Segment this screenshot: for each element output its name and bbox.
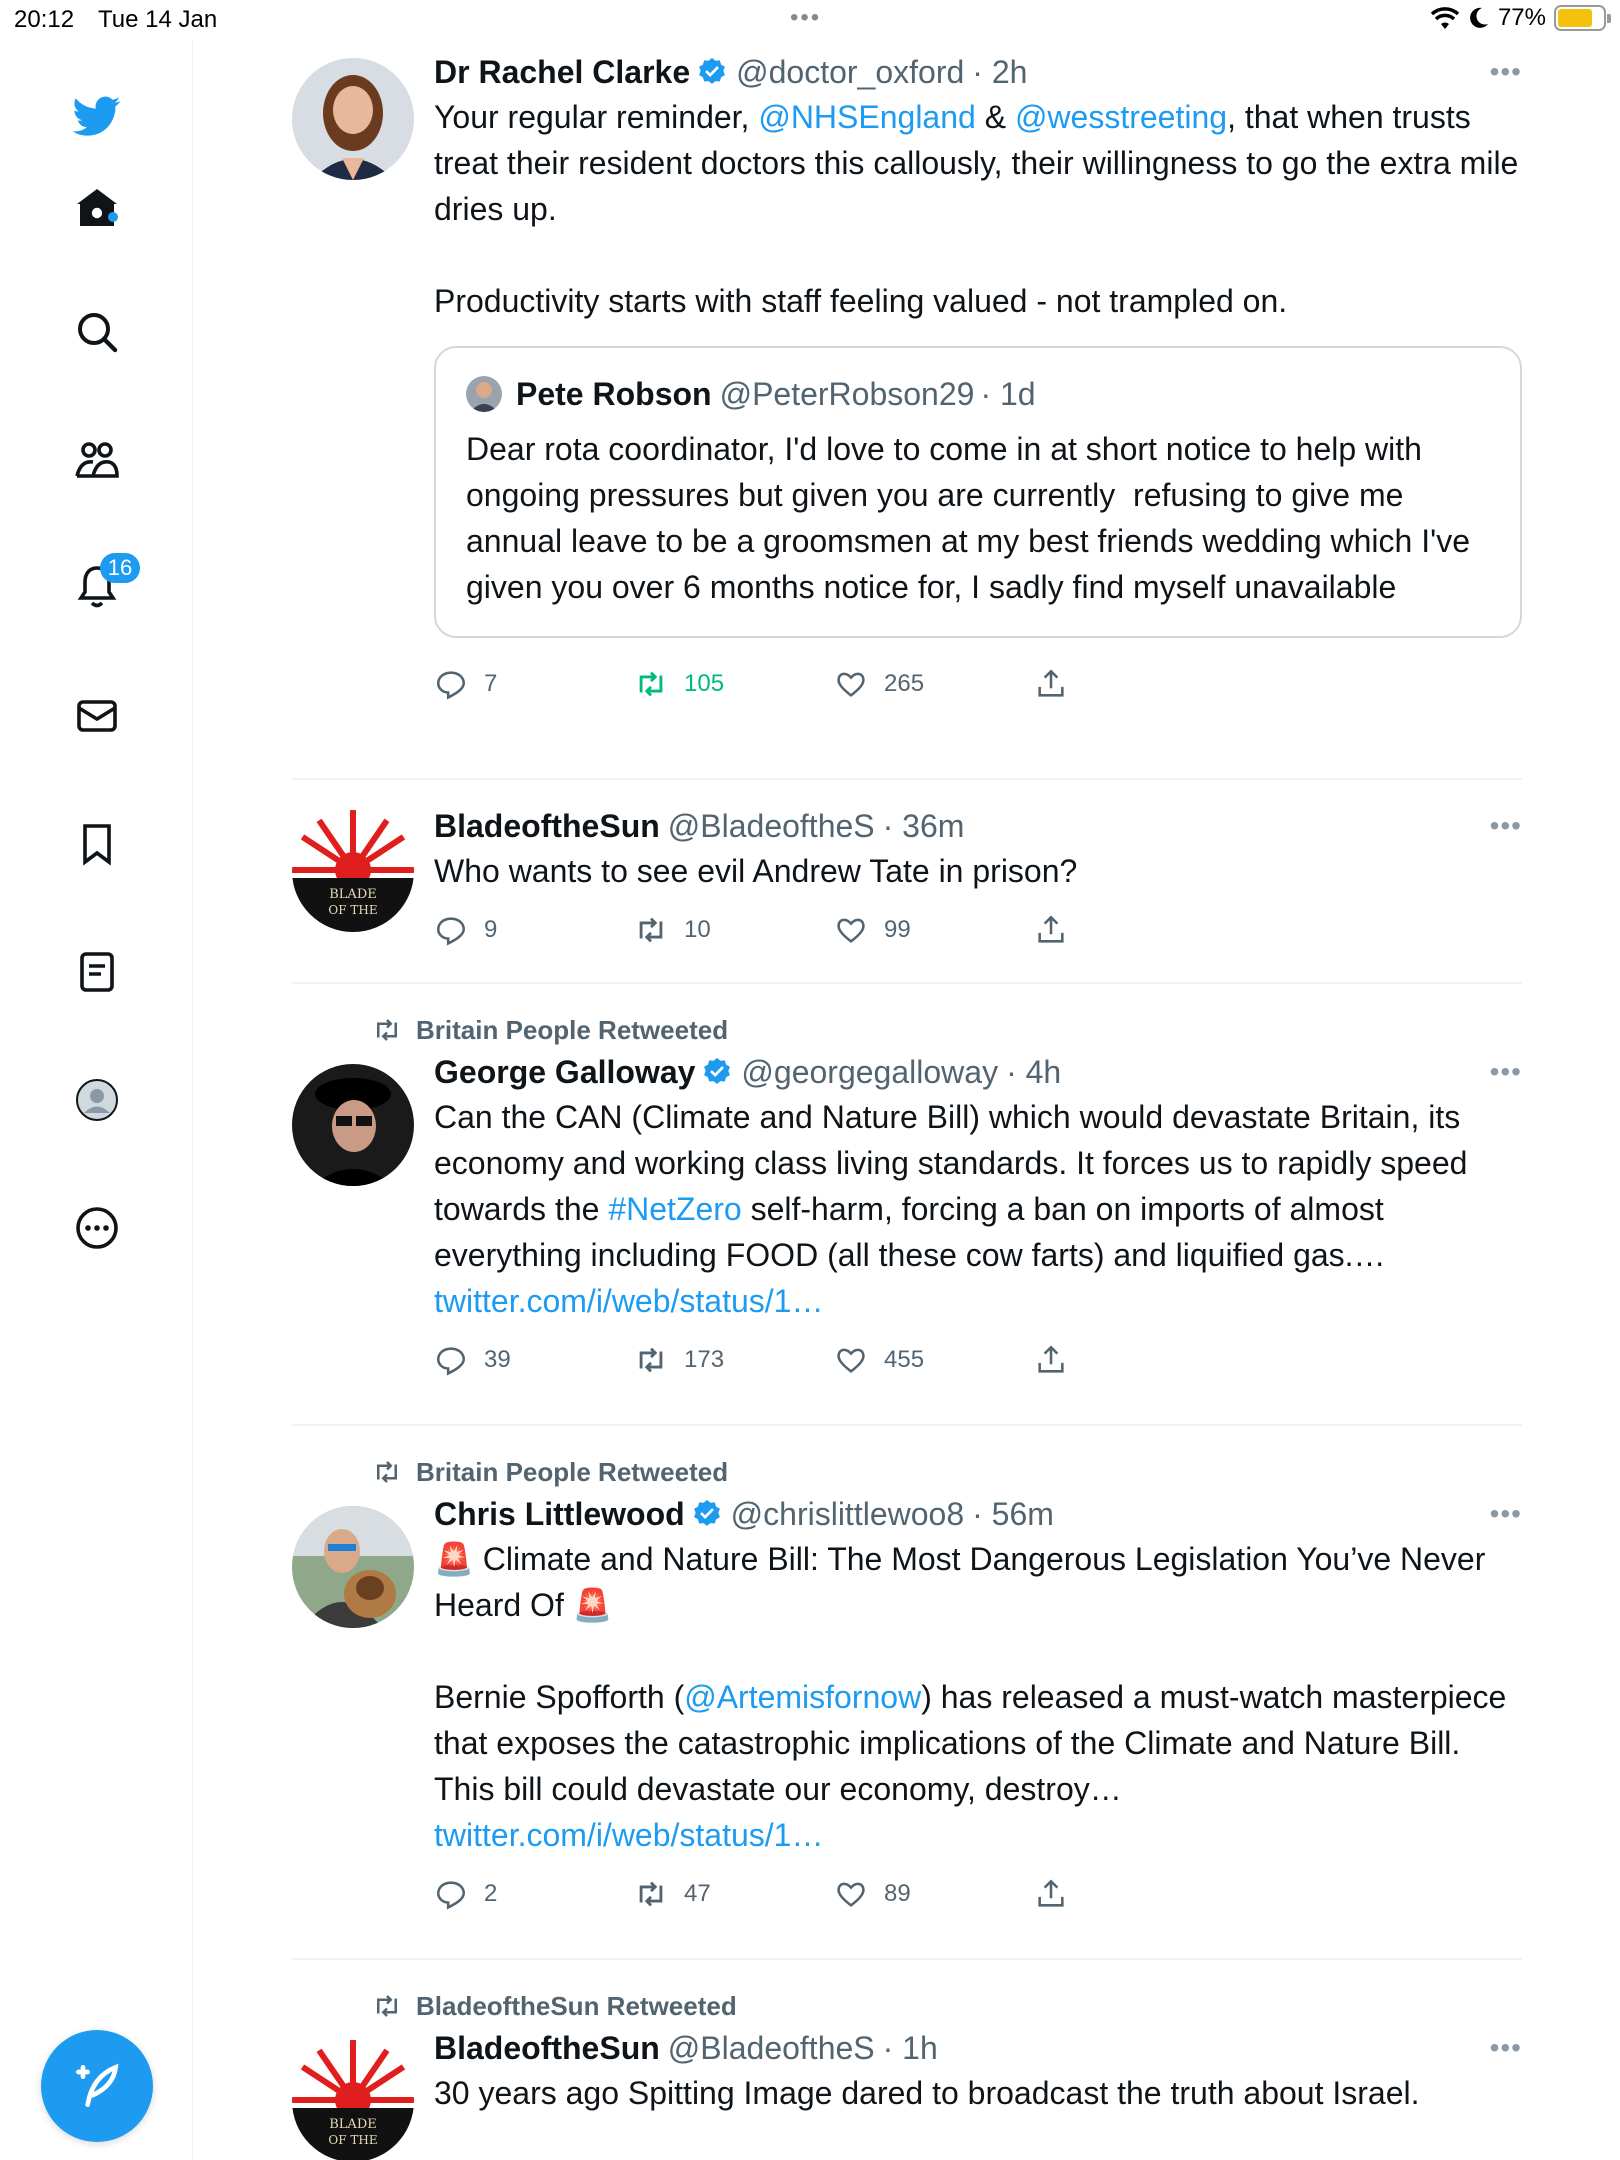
search-icon[interactable]: [65, 300, 129, 364]
compose-feather-icon: [69, 2058, 125, 2114]
battery-percent: 77%: [1497, 4, 1546, 31]
tweet-actions: [434, 652, 1522, 716]
reply-count: 39: [484, 1346, 511, 1373]
tweet-text-part: Your regular reminder,: [434, 99, 759, 135]
retweet-icon: [634, 1343, 668, 1377]
avatar-text: BLADE: [329, 887, 377, 902]
retweet-count: 105: [684, 670, 725, 697]
tweet-more-icon[interactable]: •••: [1489, 2032, 1522, 2063]
tweet-text: [434, 1094, 1522, 1324]
more-options-icon[interactable]: [65, 1196, 129, 1260]
messages-envelope-icon[interactable]: [65, 684, 129, 748]
quoted-tweet[interactable]: [434, 346, 1522, 638]
tweet-text: [434, 94, 1522, 324]
tweet-author-name[interactable]: George Galloway: [434, 1054, 696, 1090]
like-button[interactable]: [834, 667, 1034, 701]
heart-icon: [834, 913, 868, 947]
tweet-text-part: Can the CAN (Climate and Nature Bill) which would devastate Britain, its economy and working class living standards. It forces us to rapidly speed towards the: [434, 1099, 1477, 1227]
quoted-text: Dear rota coordinator, I'd love to come in at short notice to help with ongoing pressures but given you are currently refusing to give me annual leave to be a groomsmen at my best friends wedding which I've given you over 6 months notice for, I sadly find myself unavailable: [466, 431, 1479, 605]
tweet-author-handle[interactable]: @georgegalloway: [741, 1054, 999, 1090]
tweet-text-part: self-harm, forcing a ban on imports of almost everything including FOOD (all these cow farts) and liquified gas.…: [434, 1191, 1395, 1273]
sidebar: [0, 40, 193, 2160]
reply-button[interactable]: [434, 1343, 634, 1377]
tweet-actions: [434, 1862, 1522, 1926]
retweeted-by-text: Britain People Retweeted: [416, 1014, 729, 1045]
reply-button[interactable]: [434, 667, 634, 701]
like-button[interactable]: [834, 1343, 1034, 1377]
mention-link[interactable]: @Artemisfornow: [684, 1679, 922, 1715]
retweet-icon: [634, 1877, 668, 1911]
tweet-author-name[interactable]: Dr Rachel Clarke: [434, 54, 691, 90]
hashtag-link[interactable]: #NetZero: [608, 1191, 742, 1227]
tweet-author-name[interactable]: BladeoftheSun: [434, 2030, 660, 2066]
multitasking-dots-icon[interactable]: •••: [790, 4, 822, 31]
tweet-author-handle[interactable]: @chrislittlewoo8: [730, 1496, 965, 1532]
like-count: 99: [884, 916, 911, 943]
notifications-badge: 16: [100, 553, 140, 583]
tweet-more-icon[interactable]: •••: [1489, 1498, 1522, 1529]
avatar[interactable]: [292, 2040, 414, 2160]
reply-icon: [434, 667, 468, 701]
share-button[interactable]: [1034, 913, 1234, 947]
retweet-icon: [634, 667, 668, 701]
tweet[interactable]: [292, 1426, 1522, 1960]
status-time: 20:12: [14, 6, 75, 33]
wifi-icon: [1430, 5, 1460, 31]
quoted-timestamp: · 1d: [980, 376, 1036, 412]
reply-icon: [434, 1877, 468, 1911]
reply-count: 9: [484, 916, 498, 943]
bookmark-icon[interactable]: [65, 812, 129, 876]
tweet-more-icon[interactable]: •••: [1489, 56, 1522, 87]
status-bar: [0, 0, 1620, 40]
reply-count: 7: [484, 670, 498, 697]
avatar[interactable]: [292, 810, 414, 932]
retweeted-by-text: Britain People Retweeted: [416, 1456, 729, 1487]
tweet-timestamp[interactable]: · 2h: [972, 54, 1028, 90]
retweet-button[interactable]: [634, 913, 834, 947]
url-link[interactable]: twitter.com/i/web/status/1…: [434, 1817, 824, 1853]
share-button[interactable]: [1034, 1877, 1234, 1911]
share-icon: [1034, 1877, 1068, 1911]
verified-badge-icon: [696, 56, 728, 88]
retweeted-by-text: BladeoftheSun Retweeted: [416, 1990, 737, 2021]
avatar[interactable]: [292, 1506, 414, 1628]
tweet-text: Who wants to see evil Andrew Tate in prison?: [434, 853, 1078, 889]
home-icon[interactable]: [65, 176, 129, 240]
tweet-actions: [434, 1328, 1522, 1392]
reply-button[interactable]: [434, 1877, 634, 1911]
share-button[interactable]: [1034, 667, 1234, 701]
like-count: 455: [884, 1346, 925, 1373]
retweeted-by-label[interactable]: [372, 1452, 1522, 1492]
avatar[interactable]: [292, 58, 414, 180]
tweet-text-part: , that when trusts treat their resident doctors this callously, their willingness to go the extra mile dries up. Productivity starts with staff feeling valued - not trampled on.: [434, 99, 1519, 319]
tweet[interactable]: [292, 1960, 1522, 2160]
tweet-more-icon[interactable]: •••: [1489, 1056, 1522, 1087]
retweet-button[interactable]: [634, 667, 834, 701]
mention-link[interactable]: @wesstreeting: [1014, 99, 1228, 135]
retweet-count: 47: [684, 1880, 711, 1907]
quoted-avatar: [466, 376, 502, 412]
verified-badge-icon: [701, 1056, 733, 1088]
tweet-author-handle[interactable]: @doctor_oxford: [736, 54, 965, 90]
reply-icon: [434, 1343, 468, 1377]
quoted-author-handle: @PeterRobson29: [719, 376, 975, 412]
lists-icon[interactable]: [65, 940, 129, 1004]
retweet-icon: [634, 913, 668, 947]
like-button[interactable]: [834, 913, 1034, 947]
retweeted-by-label[interactable]: [372, 1010, 1522, 1050]
like-count: 89: [884, 1880, 911, 1907]
tweet-author-handle[interactable]: @BladeoftheS: [667, 808, 875, 844]
share-icon: [1034, 913, 1068, 947]
tweet-timestamp[interactable]: · 1h: [882, 2030, 938, 2066]
verified-badge-icon: [691, 1498, 723, 1530]
tweet-timestamp[interactable]: · 56m: [972, 1496, 1054, 1532]
share-icon: [1034, 667, 1068, 701]
tweet-author-name[interactable]: BladeoftheSun: [434, 808, 660, 844]
battery-icon: [1554, 5, 1606, 31]
tweet-text: [434, 1536, 1522, 1858]
mention-link[interactable]: @NHSEngland: [758, 99, 976, 135]
svg-text:OF THE: OF THE: [328, 903, 378, 917]
tweet-timestamp[interactable]: · 36m: [882, 808, 965, 844]
url-link[interactable]: twitter.com/i/web/status/1…: [434, 1283, 824, 1319]
share-button[interactable]: [1034, 1343, 1234, 1377]
tweet[interactable]: [292, 984, 1522, 1426]
tweet-text: 30 years ago Spitting Image dared to broadcast the truth about Israel.: [434, 2075, 1420, 2111]
tweet-author-handle[interactable]: @BladeoftheS: [667, 2030, 875, 2066]
tweet-timestamp[interactable]: · 4h: [1006, 1054, 1062, 1090]
timeline-feed: [292, 40, 1522, 2160]
quoted-author-name: Pete Robson: [516, 376, 712, 412]
tweet-more-icon[interactable]: •••: [1489, 810, 1522, 841]
tweet-text-part: 🚨 Climate and Nature Bill: The Most Dangerous Legislation You’ve Never Heard Of 🚨 Bernie Spofforth (: [434, 1541, 1486, 1715]
retweet-icon: [372, 1015, 402, 1045]
tweet-text-part: ) has released a must-watch masterpiece that exposes the catastrophic implications of the Climate and Nature Bill. This bill could devastate our economy, destroy…: [434, 1679, 1507, 1807]
retweet-icon: [372, 1991, 402, 2021]
retweet-count: 10: [684, 916, 711, 943]
tweet[interactable]: [292, 780, 1522, 984]
tweet-actions: [434, 898, 1522, 962]
retweet-button[interactable]: [634, 1343, 834, 1377]
twitter-logo-icon[interactable]: [65, 84, 129, 148]
tweet-author-name[interactable]: Chris Littlewood: [434, 1496, 685, 1532]
heart-icon: [834, 1343, 868, 1377]
reply-button[interactable]: [434, 913, 634, 947]
communities-icon[interactable]: [65, 428, 129, 492]
heart-icon: [834, 667, 868, 701]
avatar[interactable]: [292, 1064, 414, 1186]
tweet[interactable]: [292, 40, 1522, 780]
profile-avatar-icon[interactable]: [65, 1068, 129, 1132]
retweeted-by-label[interactable]: [372, 1986, 1522, 2026]
reply-icon: [434, 913, 468, 947]
like-button[interactable]: [834, 1877, 1034, 1911]
like-count: 265: [884, 670, 925, 697]
heart-icon: [834, 1877, 868, 1911]
retweet-icon: [372, 1457, 402, 1487]
status-date: Tue 14 Jan: [98, 6, 218, 33]
svg-text:BLADE: BLADE: [329, 2117, 377, 2132]
svg-text:OF THE: OF THE: [328, 2133, 378, 2147]
share-icon: [1034, 1343, 1068, 1377]
moon-icon: [1468, 6, 1490, 30]
retweet-count: 173: [684, 1346, 725, 1373]
tweet-text-part: &: [975, 99, 1015, 135]
home-unread-dot: [108, 212, 118, 222]
compose-tweet-button[interactable]: [41, 2030, 153, 2142]
retweet-button[interactable]: [634, 1877, 834, 1911]
reply-count: 2: [484, 1880, 498, 1907]
